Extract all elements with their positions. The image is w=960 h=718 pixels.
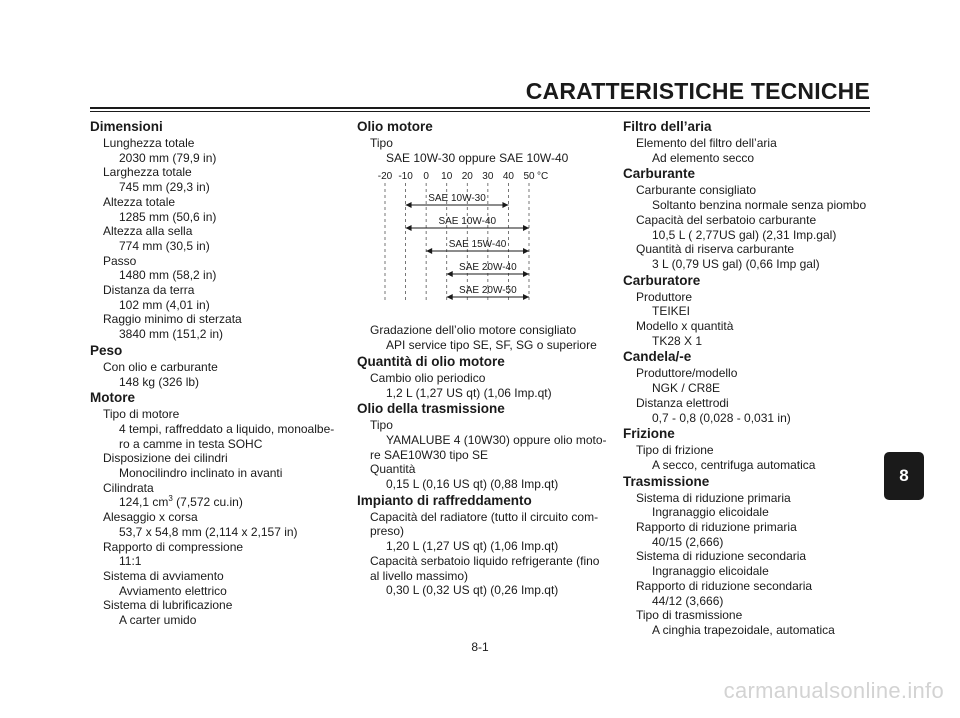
spec-value: 3840 mm (151,2 in) — [119, 327, 224, 342]
chapter-tab: 8 — [884, 452, 924, 500]
grade-arrow-right — [502, 202, 508, 208]
spec-label: Gradazione dell’olio motore consigliato — [370, 323, 577, 338]
grade-arrow-left — [426, 248, 432, 254]
spec-label: Distanza da terra — [103, 283, 195, 298]
spec-value: Soltanto benzina normale senza piombo — [652, 198, 867, 213]
temp-tick-label: 50 — [523, 171, 535, 183]
spec-value: A secco, centrifuga automatica — [652, 457, 816, 472]
spec-value: Ingranaggio elicoidale — [652, 505, 769, 520]
spec-label: Passo — [103, 253, 137, 268]
spec-value: Monocilindro inclinato in avanti — [119, 466, 283, 481]
spec-label: Produttore — [636, 289, 693, 304]
spec-label: Con olio e carburante — [103, 359, 218, 374]
column-1 — [90, 118, 340, 628]
grade-arrow-right — [523, 271, 529, 277]
spec-value: 0,15 L (0,16 US qt) (0,88 Imp.qt) — [386, 477, 559, 492]
oil-viscosity-chart — [357, 167, 607, 317]
spec-value: 3 L (0,79 US gal) (0,66 Imp gal) — [652, 256, 820, 271]
header-rule-thin — [90, 111, 870, 112]
spec-label: Rapporto di riduzione primaria — [636, 520, 797, 535]
grade-arrow-left — [447, 271, 453, 277]
spec-label: Tipo di trasmissione — [636, 608, 743, 623]
page-number: 8-1 — [471, 640, 489, 654]
spec-value: 4 tempi, raffreddato a liquido, monoalbe- — [119, 421, 335, 436]
spec-value: 1480 mm (58,2 in) — [119, 268, 217, 283]
grade-arrow-right — [523, 248, 529, 254]
spec-label: Cambio olio periodico — [370, 370, 486, 385]
spec-label: Altezza totale — [103, 194, 176, 209]
grade-arrow-left — [447, 294, 453, 300]
spec-label: Sistema di avviamento — [103, 568, 224, 583]
temp-tick-label: -10 — [398, 171, 413, 183]
spec-value-cont: ro a camme in testa SOHC — [119, 436, 263, 451]
spec-label: Sistema di riduzione secondaria — [636, 549, 807, 564]
spec-label: Quantità — [370, 462, 416, 477]
temp-tick-label: 10 — [441, 171, 453, 183]
spec-label-cont: al livello massimo) — [370, 568, 469, 583]
spec-label: Capacità del radiatore (tutto il circuito com- — [370, 509, 599, 524]
spec-value: 1285 mm (50,6 in) — [119, 209, 217, 224]
section-heading: Trasmissione — [623, 473, 710, 489]
grade-arrow-right — [523, 294, 529, 300]
spec-label: Modello x quantità — [636, 319, 734, 334]
spec-value: NGK / CR8E — [652, 381, 721, 396]
temp-unit-label: °C — [537, 171, 549, 183]
spec-value: SAE 10W-30 oppure SAE 10W-40 — [386, 150, 569, 165]
spec-label: Altezza alla sella — [103, 224, 193, 239]
grade-arrow-right — [523, 225, 529, 231]
column-3 — [623, 118, 873, 638]
spec-value: 11:1 — [119, 554, 142, 569]
displacement-value: 124,1 cm — [119, 495, 169, 510]
spec-label: Tipo di frizione — [636, 443, 714, 458]
section-heading: Carburante — [623, 166, 696, 182]
spec-value — [90, 495, 340, 510]
spec-value: Ingranaggio elicoidale — [652, 564, 769, 579]
watermark: carmanualsonline.info — [723, 678, 944, 703]
section-heading: Peso — [90, 342, 123, 358]
page-title: CARATTERISTICHE TECNICHE — [525, 78, 870, 104]
spec-value: 0,7 - 0,8 (0,028 - 0,031 in) — [652, 410, 791, 425]
spec-label: Raggio minimo di sterzata — [103, 312, 242, 327]
section-heading: Impianto di raffreddamento — [357, 492, 532, 508]
grade-label: SAE 20W-40 — [459, 262, 517, 274]
spec-label: Larghezza totale — [103, 165, 192, 180]
spec-value: 745 mm (29,3 in) — [119, 180, 210, 195]
spec-value: 10,5 L ( 2,77US gal) (2,31 Imp.gal) — [652, 227, 837, 242]
spec-value: TEIKEI — [652, 304, 691, 319]
temp-tick-label: 30 — [482, 171, 494, 183]
spec-value: A carter umido — [119, 613, 197, 628]
spec-label: Disposizione dei cilindri — [103, 451, 228, 466]
spec-value: YAMALUBE 4 (10W30) oppure olio moto- — [386, 432, 607, 447]
spec-label: Rapporto di riduzione secondaria — [636, 578, 813, 593]
spec-label: Produttore/modello — [636, 366, 738, 381]
spec-value: 1,20 L (1,27 US qt) (1,06 Imp.qt) — [386, 539, 559, 554]
section-heading: Olio della trasmissione — [357, 401, 505, 417]
spec-value-cont: re SAE10W30 tipo SE — [370, 447, 489, 462]
spec-value: 1,2 L (1,27 US qt) (1,06 Imp.qt) — [386, 385, 552, 400]
spec-label: Lunghezza totale — [103, 136, 195, 150]
section-heading: Olio motore — [357, 119, 433, 134]
spec-label: Capacità serbatoio liquido refrigerante (fino — [370, 553, 600, 568]
section-heading: Motore — [90, 390, 135, 406]
spec-label: Tipo di motore — [103, 407, 180, 422]
section-heading: Filtro dell’aria — [623, 119, 712, 134]
section-heading: Frizione — [623, 426, 675, 442]
spec-label: Tipo — [370, 418, 393, 433]
spec-value: 2030 mm (79,9 in) — [119, 150, 217, 165]
spec-value: 0,30 L (0,32 US qt) (0,26 Imp.qt) — [386, 583, 559, 598]
spec-label: Tipo — [370, 136, 393, 150]
temp-tick-label: -20 — [377, 171, 393, 183]
grade-label: SAE 10W-30 — [428, 193, 486, 205]
spec-label: Sistema di riduzione primaria — [636, 490, 791, 505]
spec-label: Carburante consigliato — [636, 183, 757, 198]
spec-label: Quantità di riserva carburante — [636, 242, 795, 257]
temp-tick-label: 0 — [423, 171, 429, 183]
spec-value: Avviamento elettrico — [119, 583, 227, 598]
section-heading: Dimensioni — [90, 119, 163, 134]
section-heading: Quantità di olio motore — [357, 353, 505, 369]
grade-arrow-left — [406, 202, 412, 208]
spec-value: 44/12 (3,666) — [652, 593, 724, 608]
grade-label: SAE 15W-40 — [448, 239, 507, 251]
spec-value: TK28 X 1 — [652, 333, 703, 348]
spec-value: 53,7 x 54,8 mm (2,114 x 2,157 in) — [119, 524, 298, 539]
superscript: 3 — [168, 494, 173, 504]
displacement-imperial: (7,572 cu.in) — [172, 495, 243, 510]
spec-value: 774 mm (30,5 in) — [119, 238, 210, 253]
grade-label: SAE 20W-50 — [459, 285, 517, 297]
spec-value: Ad elemento secco — [652, 150, 755, 165]
header-rule — [90, 107, 870, 109]
temp-tick-label: 20 — [461, 171, 473, 183]
grade-arrow-left — [406, 225, 412, 231]
spec-label: Capacità del serbatoio carburante — [636, 212, 817, 227]
spec-value: A cinghia trapezoidale, automatica — [652, 622, 835, 637]
spec-label-cont: preso) — [370, 524, 405, 539]
spec-value: API service tipo SE, SF, SG o superiore — [386, 338, 597, 353]
grade-label: SAE 10W-40 — [438, 216, 497, 228]
spec-value: 40/15 (2,666) — [652, 534, 724, 549]
spec-value: 148 kg (326 lb) — [119, 374, 200, 389]
spec-value: 102 mm (4,01 in) — [119, 297, 210, 312]
spec-label: Sistema di lubrificazione — [103, 598, 233, 613]
spec-label: Alesaggio x corsa — [103, 510, 198, 525]
spec-label: Elemento del filtro dell’aria — [636, 136, 777, 150]
spec-label: Cilindrata — [103, 480, 154, 495]
section-heading: Candela/-e — [623, 349, 692, 365]
spec-label: Distanza elettrodi — [636, 395, 729, 410]
temp-tick-label: 40 — [502, 171, 514, 183]
column-2 — [357, 118, 607, 598]
spec-label: Rapporto di compressione — [103, 539, 244, 554]
section-heading: Carburatore — [623, 272, 701, 288]
